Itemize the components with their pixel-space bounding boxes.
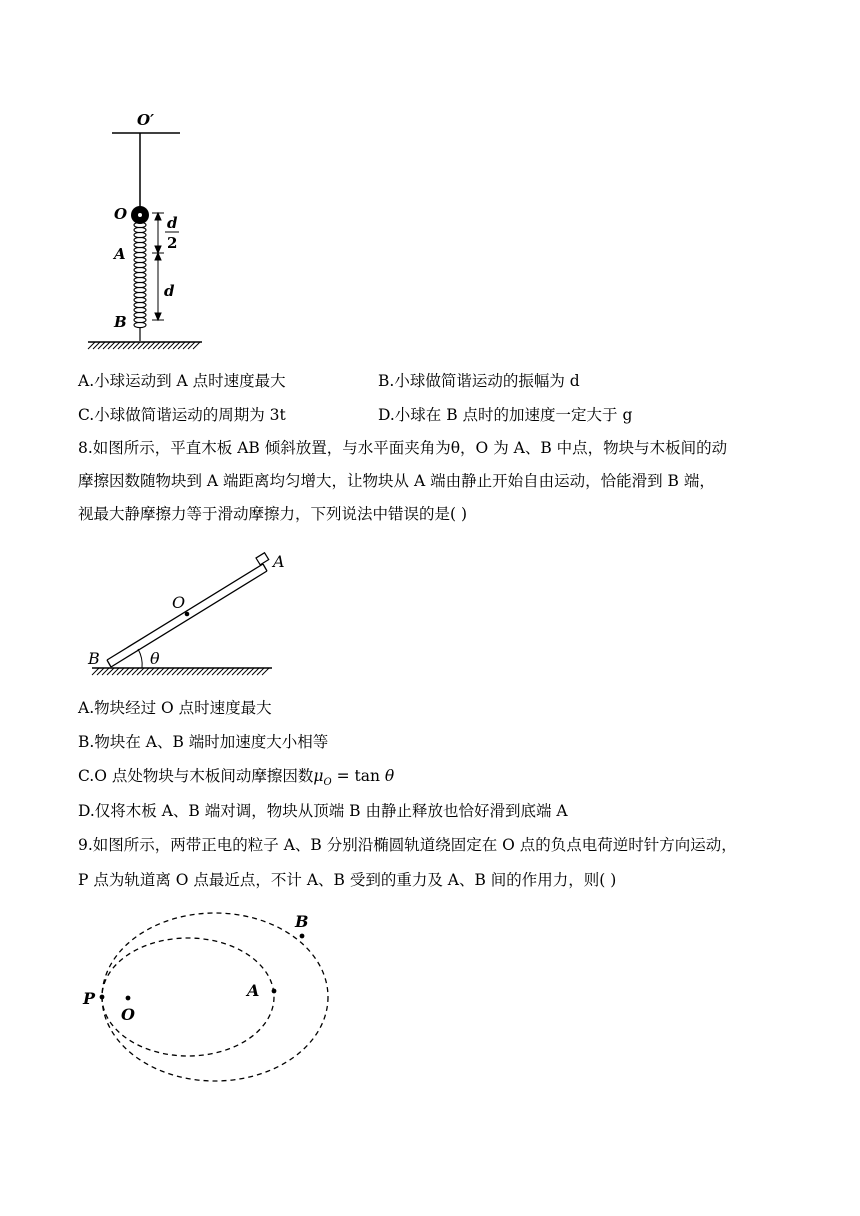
label-b: B [88, 649, 100, 668]
spring-coil [134, 282, 146, 287]
inclined-plank-figure [80, 540, 290, 680]
point-b [300, 934, 305, 939]
label-a: A [247, 981, 260, 1000]
ground-hatching [92, 668, 269, 675]
q9-stem-line-1: 9.如图所示，两带正电的粒子 A、B 分别沿椭圆轨道绕固定在 O 点的负点电荷逆时针方向运动， [78, 836, 737, 854]
spring-coil [134, 252, 146, 257]
q9-stem-line-2: P 点为轨道离 O 点最近点，不计 A、B 受到的重力及 A、B 间的作用力，则( ) [78, 871, 617, 889]
spring-coil [134, 257, 146, 262]
equation-tan: = tan [331, 767, 385, 785]
spring-coil [134, 247, 146, 252]
spring-coil [134, 227, 146, 232]
block [256, 553, 269, 565]
spring-coil [134, 302, 146, 307]
dim-half-denominator: 2 [167, 234, 178, 252]
q8-option-c [78, 765, 394, 794]
dim-full-label: d [164, 282, 175, 300]
spring-coil [134, 317, 146, 322]
label-a: A [114, 245, 126, 263]
ball-highlight [138, 213, 142, 217]
spring-coil [134, 237, 146, 242]
dimension-full [152, 253, 164, 320]
spring-coil [134, 232, 146, 237]
theta-symbol: θ [384, 767, 395, 785]
mu-symbol: μ [313, 767, 324, 785]
spring-coil [134, 322, 146, 327]
label-o: O [114, 205, 128, 223]
q7-option-b: B.小球做简谐运动的振幅为 d [378, 372, 580, 390]
label-b: B [295, 912, 309, 931]
spring-coil [134, 277, 146, 282]
dimension-half [152, 213, 164, 253]
spring-coil [134, 312, 146, 317]
label-theta: θ [150, 649, 160, 668]
ground-hatching [88, 342, 200, 349]
q7-option-d: D.小球在 B 点时的加速度一定大于 g [378, 406, 633, 424]
spring-coil [134, 242, 146, 247]
spring-coil [134, 287, 146, 292]
label-a: A [273, 552, 285, 571]
spring-coil [134, 262, 146, 267]
spring-coil [134, 292, 146, 297]
label-o: O [121, 1005, 135, 1024]
q8-option-b: B.物块在 A、B 端时加速度大小相等 [78, 733, 329, 751]
q8-stem-line-1: 8.如图所示，平直木板 AB 倾斜放置，与水平面夹角为θ，O 为 A、B 中点，物块与木板间的动 [78, 439, 728, 457]
spring-coil [134, 297, 146, 302]
spring-ball-figure [80, 105, 220, 355]
label-o-prime: O′ [137, 111, 155, 129]
q8-stem-line-3: 视最大静摩擦力等于滑动摩擦力，下列说法中错误的是( ) [78, 505, 468, 523]
label-b: B [114, 313, 127, 331]
point-a [272, 989, 277, 994]
angle-arc [138, 649, 142, 668]
point-p [100, 995, 105, 1000]
point-o [126, 996, 131, 1001]
mu-subscript: O [323, 777, 332, 789]
orbit-b [102, 913, 328, 1081]
q8-option-c-text: C.O 点处物块与木板间动摩擦因数 [78, 767, 314, 785]
dim-half-numerator: d [167, 214, 178, 232]
spring-coil [134, 267, 146, 272]
midpoint-o [185, 612, 190, 617]
spring-coil [134, 272, 146, 277]
elliptical-orbits-figure [78, 900, 338, 1085]
q8-stem-line-2: 摩擦因数随物块到 A 端距离均匀增大，让物块从 A 端由静止开始自由运动，恰能滑到 B 端， [78, 472, 715, 490]
q8-option-d: D.仅将木板 A、B 端对调，物块从顶端 B 由静止释放也恰好滑到底端 A [78, 802, 568, 820]
label-o: O [172, 593, 186, 612]
spring-coil [134, 307, 146, 312]
q8-option-a: A.物块经过 O 点时速度最大 [78, 699, 272, 717]
q7-option-a: A.小球运动到 A 点时速度最大 [78, 372, 286, 390]
spring-coils [134, 222, 146, 327]
label-p: P [83, 989, 96, 1008]
q7-option-c: C.小球做简谐运动的周期为 3t [78, 406, 286, 424]
